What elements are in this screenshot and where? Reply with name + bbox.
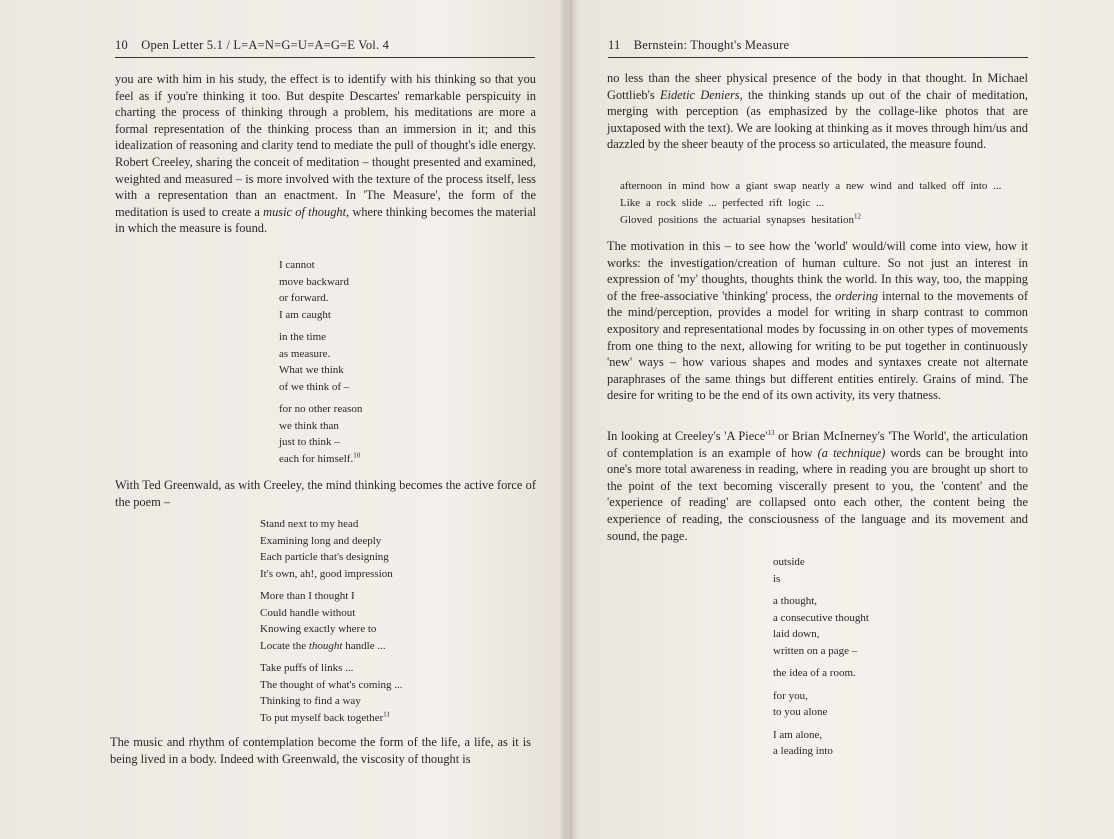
poem-line: for you, — [773, 689, 808, 702]
poem-line: as measure. — [279, 347, 331, 360]
mcinerney-poem — [773, 554, 869, 766]
poem-line: just to think – — [279, 436, 340, 448]
poem-line: for no other reason — [279, 403, 363, 415]
right-paragraph-1: no less than the sheer physical presence of the body in that thought. In Michael Gottlieb's Eidetic Deniers, the thinking stands up out of the chair of meditation, merging with perception (as emphasized by the collage-like photos that are juxtaposed with the text). We are looking at thinking as it moves through him/us and dazzled by the sheer beauty of the process so articulated, the measure found. — [607, 71, 1028, 152]
stanza — [773, 593, 869, 659]
stanza — [773, 665, 869, 682]
stanza — [260, 588, 403, 654]
poem-line: a consecutive thought — [773, 611, 869, 624]
page-number: 10 — [115, 38, 128, 52]
right-paragraph-2: The motivation in this – to see how the 'world' would/will come into view, how it works: the investigation/creation of human culture. So not just an interest in expression of 'my' thoughts, thoughts think the world. In this way, too, the mapping of the free-associative 'thinking' process, the ordering internal to the movements of the mind/perception, provides a model for writing in sharp contrast to common expository and representational modes by focussing in on other types of movements from one thing to the next, allowing for writing to be put together in continuously 'new' ways – how various shapes and modes and syntaxes create not alternate paraphrases of the same things but different entities entirely. Grains of mind. The desire for writing to be the end of its own activity, its very thatness. — [607, 239, 1028, 403]
stanza — [279, 401, 362, 467]
poem-line: laid down, — [773, 628, 820, 640]
stanza — [260, 660, 403, 726]
poem-line: It's own, ah!, good impression — [260, 567, 393, 580]
poem-line: To put myself back together$^{11}$ — [260, 709, 391, 724]
stanza — [279, 329, 362, 395]
poem-line: Stand next to my head — [260, 518, 359, 530]
footnote-marker: 12 — [854, 211, 862, 220]
poem-line: Thinking to find a way — [260, 695, 361, 707]
poem-line: The thought of what's coming ... — [260, 678, 403, 691]
poem-line: each for himself.$^{10}$ — [279, 450, 361, 465]
poem-line: written on a page – — [773, 644, 858, 657]
poem-line: Examining long and deeply — [260, 534, 382, 547]
poem-line: What we think — [279, 364, 344, 376]
left-paragraph-2: With Ted Greenwald, as with Creeley, the mind thinking becomes the active force of the poem – — [115, 478, 536, 509]
poem-line: outside — [773, 556, 805, 568]
left-paragraph-3: The music and rhythm of contemplation become the form of the life, a life, as it is being lived in a body. Indeed with Greenwald, the viscosity of thought is — [110, 735, 531, 766]
poem-line: I am caught — [279, 308, 331, 321]
poem-line: in the time — [279, 331, 327, 343]
stanza — [260, 516, 403, 582]
poem-line: of we think of – — [279, 380, 350, 393]
right-page — [570, 0, 1114, 839]
left-running-head — [115, 38, 535, 58]
poem-line: we think than — [279, 419, 339, 432]
essay-title: Thought's Measure — [690, 38, 790, 52]
stanza — [773, 554, 869, 587]
poem-line: is — [773, 572, 781, 585]
stanza — [773, 688, 869, 721]
poem-line: to you alone — [773, 706, 828, 718]
creeley-poem — [279, 257, 362, 473]
footnote-marker: 11 — [383, 709, 391, 718]
right-paragraph-3: In looking at Creeley's 'A $Piece'^{13}$ or Brian McInerney's 'The World', the articulation of contemplation is an example of how (a technique) words can be brought into one's more total awareness in reading, where in reading you are brought up short to the point of the text becoming viscerally present to you, the 'content' and the 'experience of reading' are collapsed onto each other, the content being the experience of reading, the consciousness of the language and its movement and sound, the page. — [607, 428, 1028, 543]
poem-line: Take puffs of links ... — [260, 662, 354, 674]
poem-line: I cannot — [279, 259, 315, 271]
poem-line: the idea of a room. — [773, 667, 856, 679]
poem-line: Each particle that's designing — [260, 551, 389, 563]
quotation-line: Like a rock slide ... perfected rift logic ... — [620, 196, 825, 209]
poem-line: a thought, — [773, 595, 817, 607]
poem-line: Knowing exactly where to — [260, 623, 377, 635]
poem-line: Locate the thought handle ... — [260, 639, 386, 652]
poem-line: More than I thought I — [260, 590, 355, 602]
right-running-head — [608, 38, 1028, 58]
quotation-line: Gloved positions the actuarial synapses hesitation$^{12}$ — [620, 211, 862, 226]
footnote-marker: 10 — [353, 450, 361, 459]
stanza — [279, 257, 362, 323]
author-name: Bernstein: — [633, 38, 688, 52]
gottlieb-quotation — [620, 178, 1001, 228]
poem-line: I am alone, — [773, 728, 823, 741]
poem-line: move backward — [279, 275, 349, 288]
poem-line: a leading into — [773, 745, 833, 757]
page-number: 11 — [608, 38, 621, 52]
quotation-line: afternoon in mind how a giant swap nearly a new wind and talked off into ... — [620, 180, 1002, 192]
greenwald-poem — [260, 516, 403, 732]
left-paragraph-1: you are with him in his study, the effect is to identify with his thinking so that you feel as if you're thinking it too. But despite Descartes' remarkable perspicuity in charting the process of thinking through a problem, his meditations are more a formal representation of the thinking process than an immersion in it; and this idealization of reasoning and clarity tend to mediate the pull of thought's idle energy. Robert Creeley, sharing the conceit of meditation – thought presented and examined, weighted and measured – is more involved with the texture of the process itself, less with a representation than an enactment. In 'The Measure', the form of the meditation is used to create a music of thought, where thinking becomes the material in which the measure is found. — [115, 72, 537, 236]
poem-line: or forward. — [279, 292, 329, 304]
journal-title: Open Letter 5.1 / L=A=N=G=U=A=G=E Vol. 4 — [141, 38, 390, 52]
stanza — [773, 727, 869, 760]
poem-line: Could handle without — [260, 606, 356, 619]
